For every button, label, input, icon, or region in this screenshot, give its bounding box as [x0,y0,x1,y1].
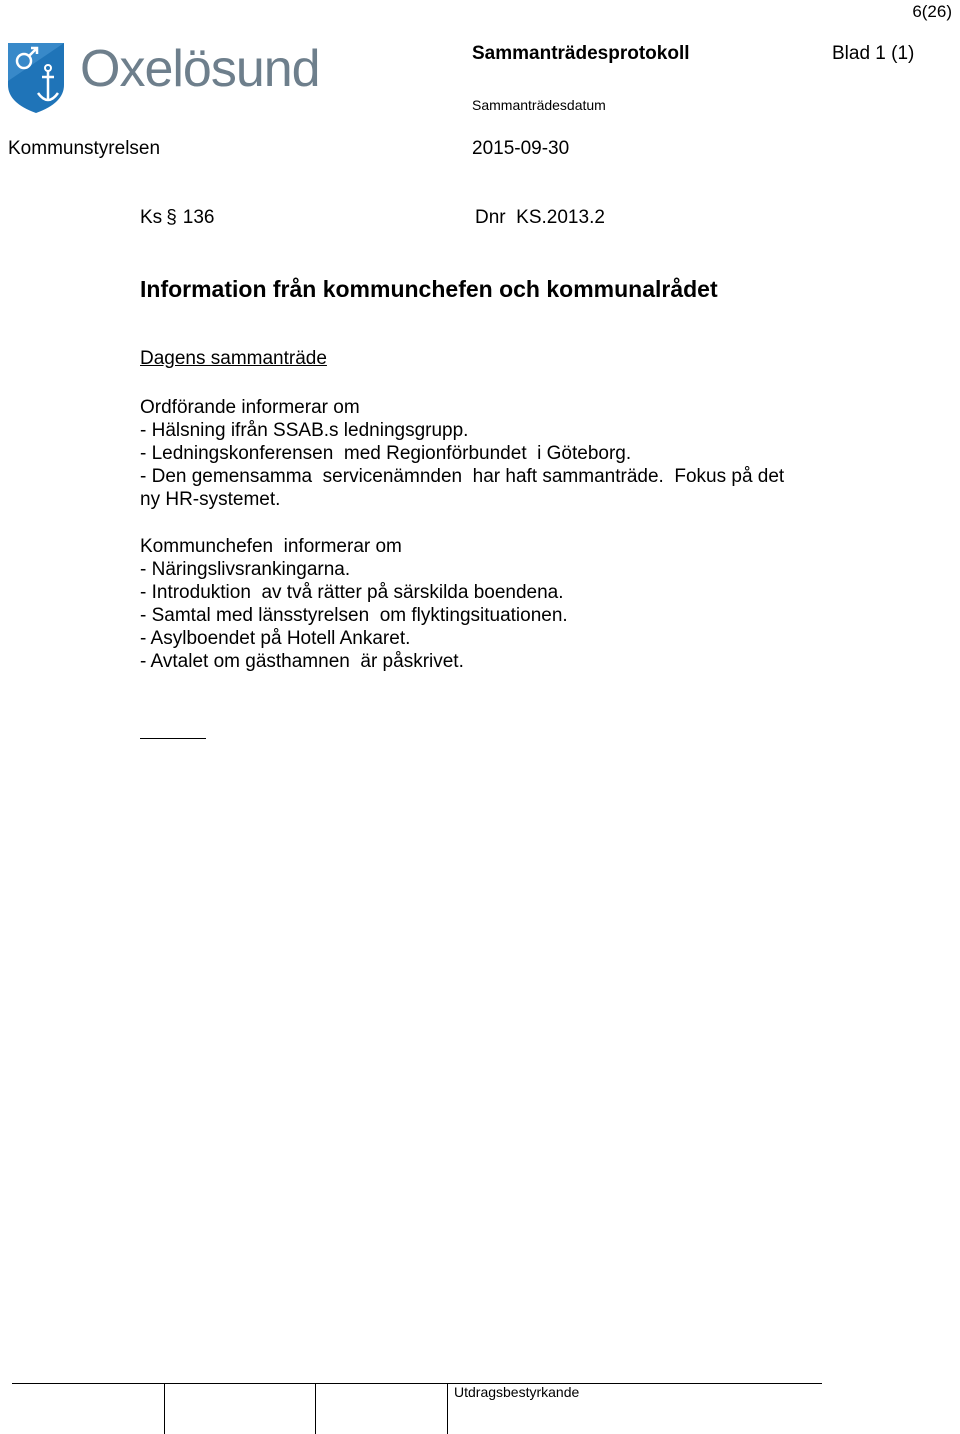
text-line: - Samtal med länsstyrelsen om flyktingsituationen. [140,605,568,626]
signature-box-divider [447,1383,448,1434]
text-line: Ordförande informerar om [140,397,360,418]
meeting-date-label: Sammanträdesdatum [472,97,606,113]
text-line: - Avtalet om gästhamnen är påskrivet. [140,651,464,672]
section-heading: Dagens sammanträde [140,348,327,369]
end-rule [140,738,206,739]
signature-box-divider [164,1383,165,1434]
text-line: - Asylboendet på Hotell Ankaret. [140,628,411,649]
case-number-value: 136 [182,207,215,228]
section-symbol: § [166,207,177,228]
text-line: - Introduktion av två rätter på särskilda boendena. [140,582,564,603]
footer-divider [12,1383,822,1384]
municipal-manager-information-block [140,535,840,673]
text-line: - Hälsning ifrån SSAB.s ledningsgrupp. [140,420,469,441]
text-line: - Den gemensamma servicenämnden har haft sammanträde. Fokus på det [140,466,785,487]
organization-name: Kommunstyrelsen [8,138,161,159]
text-line: ny HR-systemet. [140,489,281,510]
sheet-number: Blad 1 (1) [832,43,915,64]
coat-of-arms-icon [6,41,66,115]
case-prefix: Ks [140,207,163,228]
page-title: Information från kommunchefen och kommunalrådet [140,276,718,302]
extract-certification-label: Utdragsbestyrkande [454,1384,580,1400]
text-line: Kommunchefen informerar om [140,536,402,557]
diary-number: Dnr KS.2013.2 [475,207,605,228]
case-number [140,207,214,229]
signature-box-divider [315,1383,316,1434]
document-type: Sammanträdesprotokoll [472,43,690,64]
text-line: - Ledningskonferensen med Regionförbundet i Göteborg. [140,443,632,464]
page-number: 6(26) [912,2,952,21]
text-line: - Näringslivsrankingarna. [140,559,351,580]
oxelosund-logo [6,41,326,116]
meeting-date: 2015-09-30 [472,138,570,159]
chair-information-block [140,396,840,511]
logo-wordmark: Oxelösund [80,40,320,98]
